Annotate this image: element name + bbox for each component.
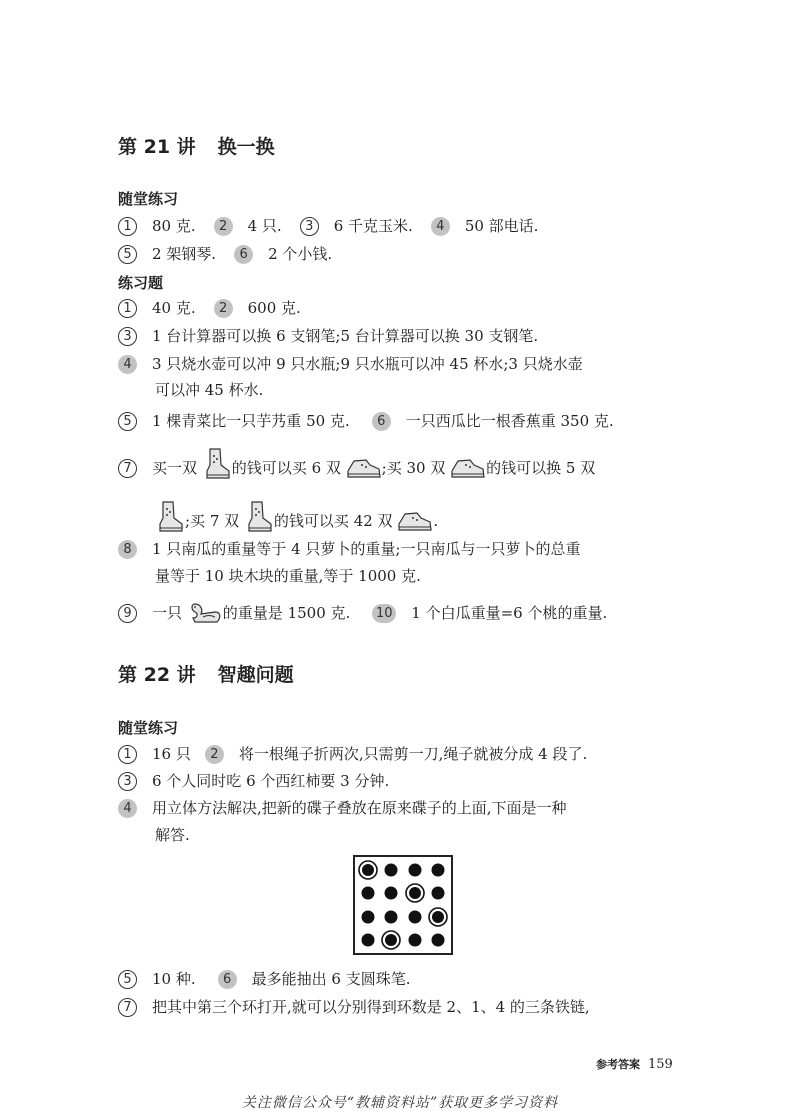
answer-text: 4 只. [247, 217, 282, 235]
sneaker-icon [450, 455, 486, 487]
answer-text: 最多能抽出 6 支圆珠笔. [251, 970, 411, 988]
answer-text: 600 克. [247, 299, 301, 317]
practice-heading: 随堂练习 [118, 719, 179, 737]
answer-number: 1 [118, 299, 137, 318]
answer-number: 3 [118, 327, 137, 346]
answer-text: 16 只 [152, 745, 191, 763]
answer-text: 40 克. [152, 299, 196, 317]
lecture-title: 换一换 [217, 136, 275, 158]
answer-number: 4 [118, 799, 137, 818]
answer-number: 7 [118, 459, 137, 478]
answer-continuation [155, 500, 438, 540]
answer-text: 1 只南瓜的重量等于 4 只萝卜的重量;一只南瓜与一只萝卜的总重 [152, 540, 581, 558]
lecture-number: 第 22 讲 [118, 664, 196, 686]
answer-number: 10 [372, 604, 396, 623]
answer-number: 5 [118, 245, 137, 264]
answer-number: 7 [118, 998, 137, 1017]
answer-text: 用立体方法解决,把新的碟子叠放在原来碟子的上面,下面是一种 [152, 799, 567, 817]
answer-line [118, 996, 590, 1018]
answer-line [118, 968, 410, 990]
boot-icon [155, 500, 185, 540]
sneaker-icon [346, 455, 382, 487]
answer-line [118, 743, 587, 765]
answer-number: 5 [118, 412, 137, 431]
answer-number: 4 [118, 355, 137, 374]
answer-text: 买一双 [152, 459, 198, 477]
answer-line [118, 353, 583, 375]
boot-icon [244, 500, 274, 540]
answer-line [118, 538, 580, 560]
lecture-22-heading [118, 660, 294, 687]
lecture-title: 智趣问题 [217, 664, 294, 686]
answer-text: 把其中第三个环打开,就可以分别得到环数是 2、1、4 的三条铁链, [152, 998, 590, 1016]
answer-line [118, 325, 538, 347]
answer-number: 1 [118, 745, 137, 764]
answer-text: 10 种. [152, 970, 196, 988]
answer-number: 8 [118, 540, 137, 559]
answer-text: 将一根绳子折两次,只需剪一刀,绳子就被分成 4 段了. [238, 745, 588, 763]
answer-number: 6 [218, 970, 237, 989]
answer-text: 1 个白瓜重量=6 个桃的重量. [411, 604, 608, 622]
answer-number: 9 [118, 604, 137, 623]
answer-continuation: 量等于 10 块木块的重量,等于 1000 克. [155, 567, 421, 585]
answer-number: 4 [431, 217, 450, 236]
sneaker-icon [397, 508, 433, 540]
answer-line [118, 797, 567, 819]
answer-line [118, 447, 595, 487]
answer-text: 80 克. [152, 217, 196, 235]
answer-text: 1 棵青菜比一只芋艿重 50 克. [152, 412, 350, 430]
answer-text: 6 个人同时吃 6 个西红柿要 3 分钟. [152, 772, 390, 790]
answer-line [118, 215, 538, 237]
answer-number: 2 [205, 745, 224, 764]
answer-text: 2 个小钱. [268, 245, 333, 263]
practice-heading: 随堂练习 [118, 190, 179, 208]
footer-label: 参考答案 [596, 1058, 640, 1071]
answer-text: 的钱可以换 5 双 [486, 459, 596, 477]
answer-line [118, 297, 301, 319]
answer-text: 的钱可以买 42 双 [273, 512, 393, 530]
answer-text: 3 只烧水壶可以冲 9 只水瓶;9 只水瓶可以冲 45 杯水;3 只烧水壶 [152, 355, 583, 373]
answer-text: 的重量是 1500 克. [222, 604, 351, 622]
answer-text: 1 台计算器可以换 6 支钢笔;5 台计算器可以换 30 支钢笔. [152, 327, 539, 345]
answer-continuation: 解答. [155, 826, 190, 844]
answer-text: 50 部电话. [464, 217, 539, 235]
answer-number: 1 [118, 217, 137, 236]
lecture-21-heading [118, 132, 275, 159]
answer-text: 一只 [152, 604, 183, 622]
answer-line [118, 410, 614, 432]
answer-number: 6 [372, 412, 391, 431]
dish-grid-figure [353, 855, 453, 955]
answer-line [118, 770, 389, 792]
answer-number: 2 [214, 299, 233, 318]
answer-number: 3 [300, 217, 319, 236]
answer-line [118, 243, 332, 265]
answer-text: ;买 7 双 [185, 512, 240, 530]
answer-line [118, 600, 607, 632]
answer-text: 2 架钢琴. [152, 245, 217, 263]
answer-text: 一只西瓜比一根香蕉重 350 克. [405, 412, 614, 430]
page-footer [596, 1056, 673, 1072]
lecture-number: 第 21 讲 [118, 136, 196, 158]
answer-number: 2 [214, 217, 233, 236]
answer-text: . [433, 512, 439, 530]
exercises-heading: 练习题 [118, 274, 164, 292]
watermark: 关注微信公众号“教辅资料站”获取更多学习资料 [241, 1095, 559, 1111]
answer-text: 的钱可以买 6 双 [231, 459, 341, 477]
answer-continuation: 可以冲 45 杯水. [155, 381, 264, 399]
page-number: 159 [648, 1057, 673, 1072]
swan-icon [187, 600, 223, 632]
boot-icon [202, 447, 232, 487]
answer-text: ;买 30 双 [381, 459, 446, 477]
answer-number: 6 [234, 245, 253, 264]
answer-text: 6 千克玉米. [333, 217, 413, 235]
answer-number: 3 [118, 772, 137, 791]
answer-number: 5 [118, 970, 137, 989]
